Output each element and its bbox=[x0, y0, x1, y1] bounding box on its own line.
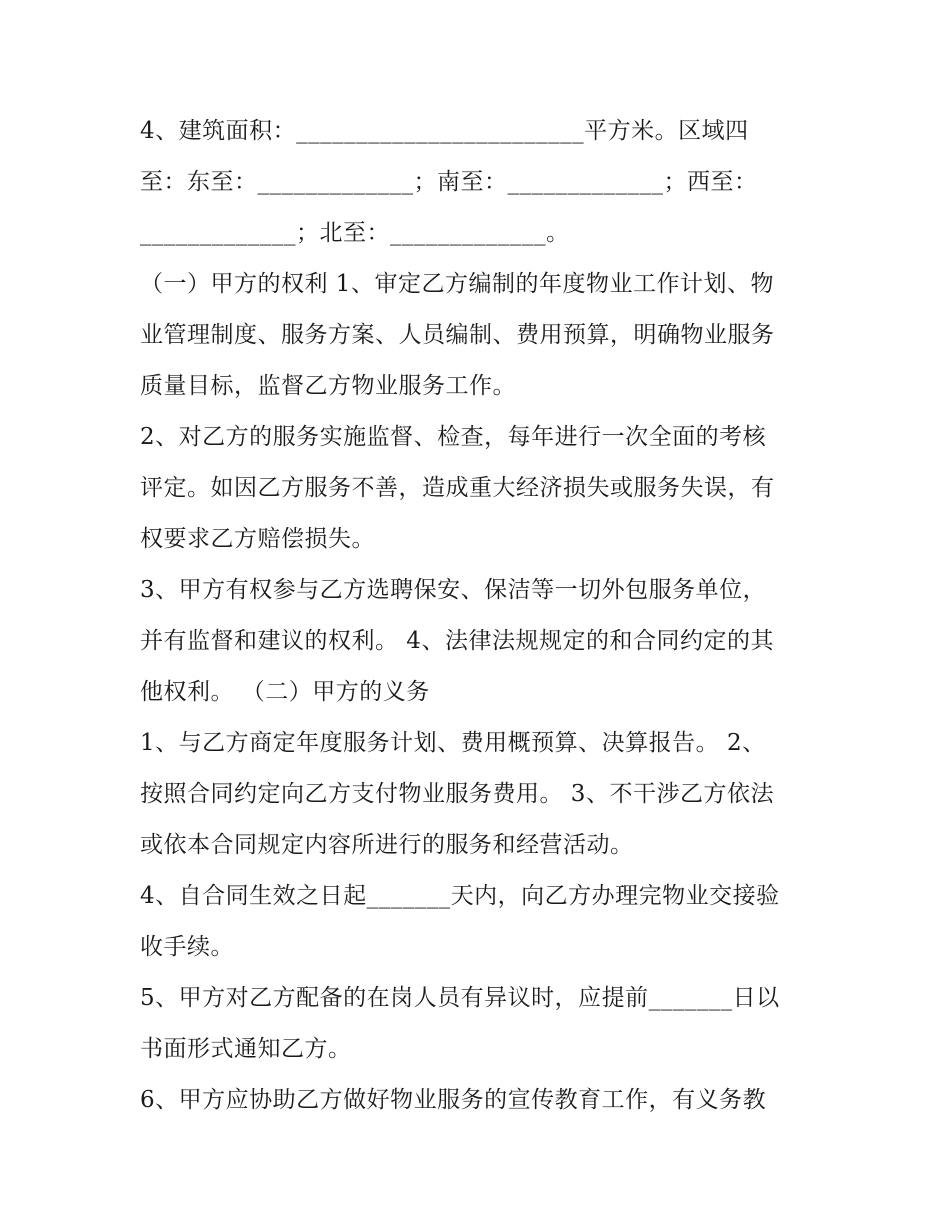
text-line: 4、建筑面积：________________________平方米。区域四 bbox=[140, 118, 749, 144]
text-line: 4、自合同生效之日起_______天内，向乙方办理完物业交接验 bbox=[140, 883, 780, 909]
text-line: 书面形式通知乙方。 bbox=[140, 1036, 352, 1062]
text-line: 业管理制度、服务方案、人员编制、费用预算，明确物业服务 bbox=[140, 322, 775, 348]
text-line: 并有监督和建议的权利。 4、法律法规规定的和合同约定的其 bbox=[140, 628, 774, 654]
text-line: 收手续。 bbox=[140, 934, 234, 960]
text-line: （一）甲方的权利 1、审定乙方编制的年度物业工作计划、物 bbox=[140, 271, 774, 297]
text-line: 至：东至：_____________；南至：_____________；西至： bbox=[140, 169, 758, 195]
document-body bbox=[140, 106, 820, 1126]
text-line: 6、甲方应协助乙方做好物业服务的宣传教育工作，有义务教 bbox=[140, 1087, 767, 1113]
text-line: 按照合同约定向乙方支付物业服务费用。 3、不干涉乙方依法 bbox=[140, 781, 774, 807]
text-line: 5、甲方对乙方配备的在岗人员有异议时，应提前_______日以 bbox=[140, 985, 780, 1011]
text-line: 3、甲方有权参与乙方选聘保安、保洁等一切外包服务单位， bbox=[140, 577, 767, 603]
text-line: 权要求乙方赔偿损失。 bbox=[140, 526, 375, 552]
text-line: 或依本合同规定内容所进行的服务和经营活动。 bbox=[140, 832, 634, 858]
text-line: 1、与乙方商定年度服务计划、费用概预算、决算报告。 2、 bbox=[140, 730, 766, 756]
text-line: 他权利。 （二）甲方的义务 bbox=[140, 679, 430, 705]
text-line: _____________；北至：_____________。 bbox=[140, 220, 570, 246]
text-line: 评定。如因乙方服务不善，造成重大经济损失或服务失误，有 bbox=[140, 475, 775, 501]
text-line: 质量目标，监督乙方物业服务工作。 bbox=[140, 373, 516, 399]
text-line: 2、对乙方的服务实施监督、检查，每年进行一次全面的考核 bbox=[140, 424, 767, 450]
